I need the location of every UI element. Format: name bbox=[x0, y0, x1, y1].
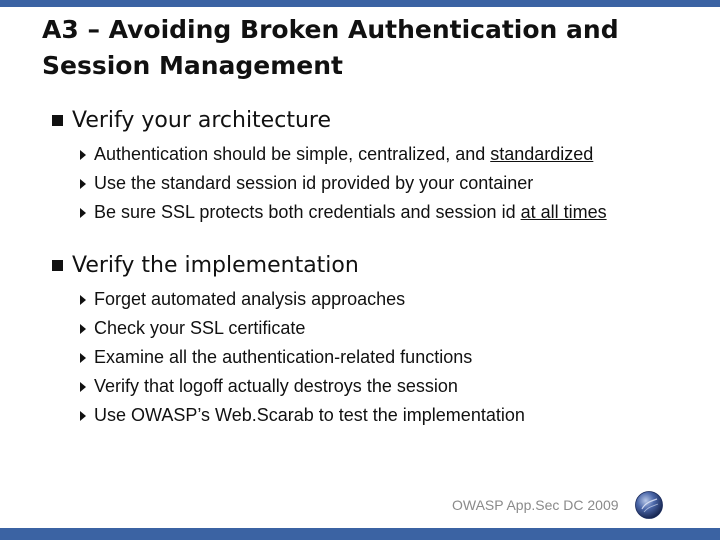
list-item bbox=[80, 314, 692, 343]
list-item bbox=[80, 198, 692, 227]
list-item bbox=[80, 372, 692, 401]
square-bullet-icon bbox=[52, 115, 63, 126]
list-item-text: Forget automated analysis approaches bbox=[94, 289, 406, 309]
section-architecture bbox=[52, 104, 692, 227]
sub-bullet-list bbox=[52, 140, 692, 227]
list-item-text: Examine all the authentication-related functions bbox=[94, 347, 473, 367]
triangle-bullet-icon bbox=[80, 382, 86, 392]
owasp-globe-logo-icon bbox=[634, 490, 664, 520]
footer-text: OWASP App.Sec DC 2009 bbox=[452, 497, 619, 513]
list-item-text: Check your SSL certificate bbox=[94, 318, 306, 338]
section-heading bbox=[52, 249, 692, 283]
sub-bullet-list bbox=[52, 285, 692, 430]
slide-title: A3 – Avoiding Broken Authentication and Session Management bbox=[42, 15, 619, 80]
section-heading-text: Verify your architecture bbox=[72, 108, 331, 133]
triangle-bullet-icon bbox=[80, 353, 86, 363]
list-item-text: Be sure SSL protects both credentials and session id bbox=[94, 202, 521, 222]
list-item bbox=[80, 140, 692, 169]
top-accent-bar bbox=[0, 0, 720, 7]
section-heading bbox=[52, 104, 692, 138]
triangle-bullet-icon bbox=[80, 150, 86, 160]
list-item-emphasis: at all times bbox=[520, 202, 607, 222]
triangle-bullet-icon bbox=[80, 324, 86, 334]
section-heading-text: Verify the implementation bbox=[72, 253, 359, 278]
triangle-bullet-icon bbox=[80, 411, 86, 421]
list-item bbox=[80, 401, 692, 430]
list-item-text: Use the standard session id provided by your container bbox=[94, 173, 534, 193]
list-item-text: Verify that logoff actually destroys the session bbox=[94, 376, 458, 396]
triangle-bullet-icon bbox=[80, 208, 86, 218]
list-item-text: Use OWASP’s Web.Scarab to test the implementation bbox=[94, 405, 525, 425]
list-item-emphasis: standardized bbox=[490, 144, 594, 164]
square-bullet-icon bbox=[52, 260, 63, 271]
list-item bbox=[80, 285, 692, 314]
triangle-bullet-icon bbox=[80, 179, 86, 189]
section-implementation bbox=[52, 249, 692, 430]
triangle-bullet-icon bbox=[80, 295, 86, 305]
list-item bbox=[80, 343, 692, 372]
bottom-accent-bar bbox=[0, 528, 720, 540]
list-item bbox=[80, 169, 692, 198]
slide-content bbox=[52, 104, 692, 430]
list-item-text: Authentication should be simple, centralized, and bbox=[94, 144, 491, 164]
